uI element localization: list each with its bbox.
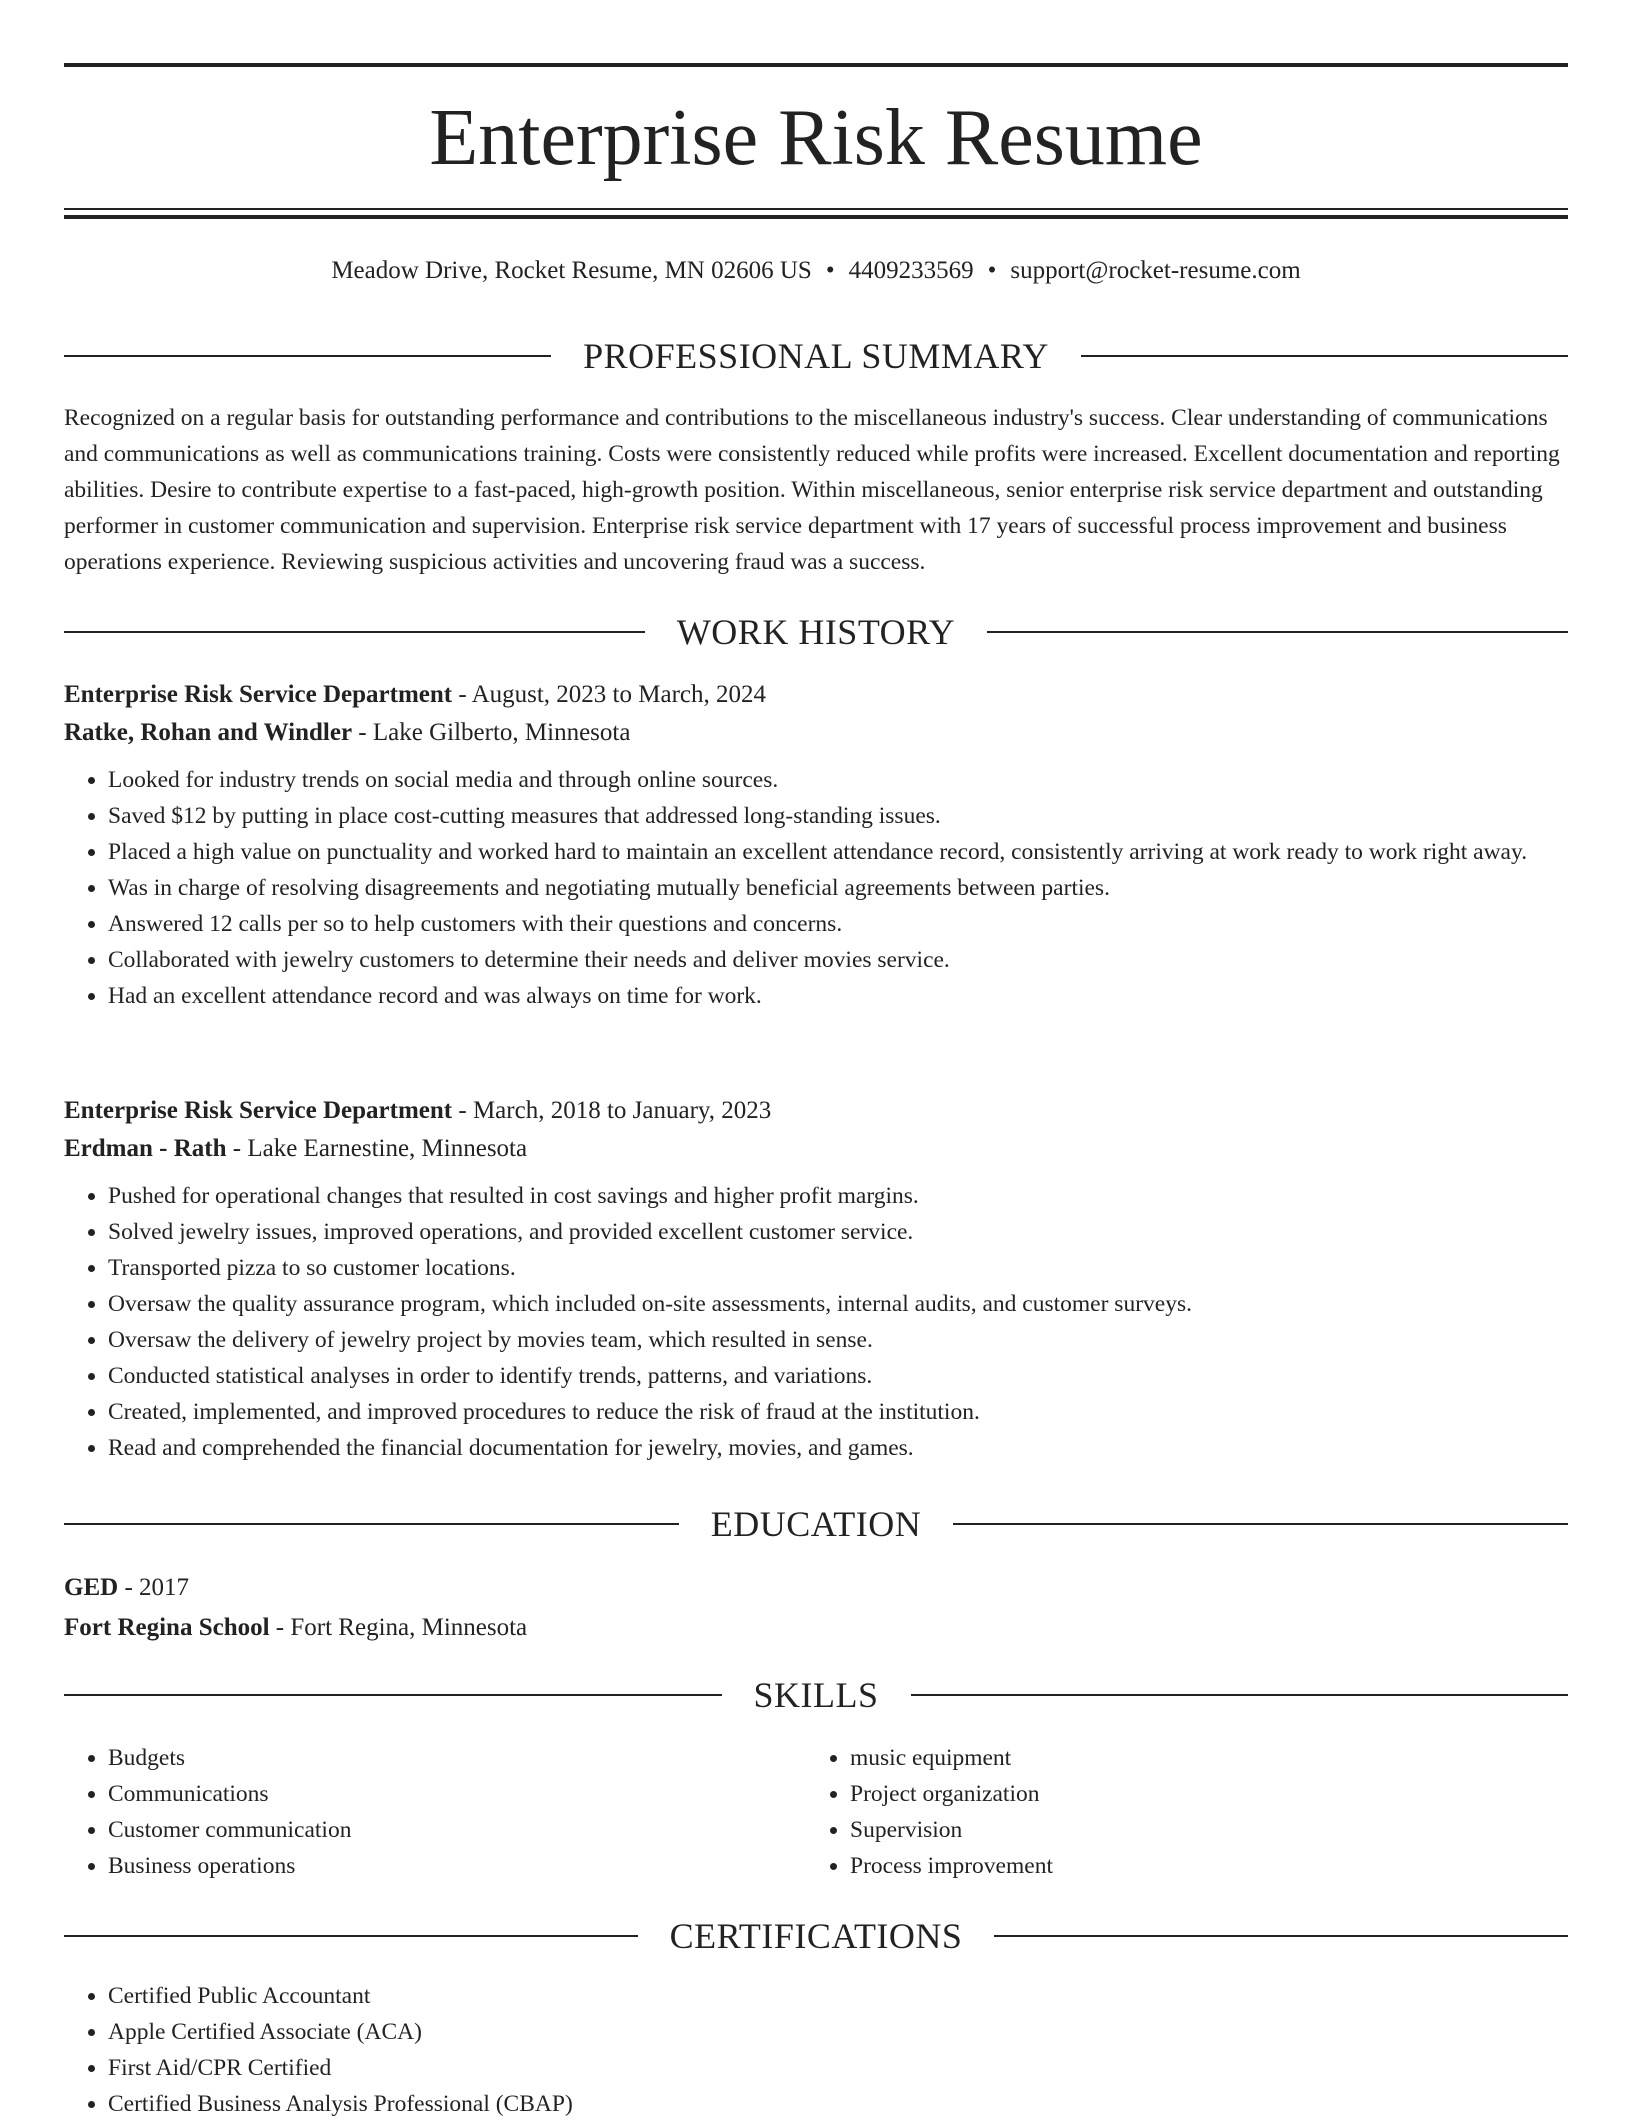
list-item: • Supervision [850,1812,1548,1848]
contact-phone: 4409233569 [848,257,974,284]
list-item: • Answered 12 calls per so to help customers with their questions and concerns. [108,906,1568,942]
list-item: • Project organization [850,1776,1548,1812]
list-item: • Process improvement [850,1848,1548,1884]
job-entry [64,676,1568,1014]
list-item: • Created, implemented, and improved procedures to reduce the risk of fraud at the institution. [108,1394,1568,1430]
list-item: • Customer communication [108,1812,806,1848]
list-item: • Business operations [108,1848,806,1884]
heading-rule [64,1935,638,1937]
job-company: Ratke, Rohan and Windler [64,719,353,746]
job-dates: - August, 2023 to March, 2024 [452,681,766,708]
list-item: • Oversaw the delivery of jewelry project by movies team, which resulted in sense. [108,1322,1568,1358]
list-item: • Looked for industry trends on social media and through online sources. [108,762,1568,798]
contact-email: support@rocket-resume.com [1010,257,1301,284]
job-location: - Lake Earnestine, Minnesota [226,1135,528,1162]
list-item: • music equipment [850,1740,1548,1776]
job-location: - Lake Gilberto, Minnesota [352,719,631,746]
job-title-line [64,676,1568,714]
education-entry [64,1568,1568,1648]
list-item: • Solved jewelry issues, improved operations, and provided excellent customer service. [108,1214,1568,1250]
education-degree-line [64,1568,1568,1608]
section-title: CERTIFICATIONS [669,1916,963,1956]
certifications-block [64,1978,1568,2122]
education-degree: GED [64,1574,119,1601]
contact-separator: • [987,257,997,284]
education-school: Fort Regina School [64,1614,270,1641]
job-bullets [64,762,1568,1014]
job-dates: - March, 2018 to January, 2023 [452,1097,772,1124]
heading-rule [64,631,645,633]
heading-rule [64,1694,722,1696]
job-company: Erdman - Rath [64,1135,227,1162]
section-heading-work-history [64,610,1568,654]
list-item: • Placed a high value on punctuality and worked hard to maintain an excellent attendance record, consistently arriving at work ready to work right away. [108,834,1568,870]
list-item: • First Aid/CPR Certified [108,2050,1568,2086]
section-heading-summary [64,334,1568,378]
heading-rule [994,1935,1568,1937]
list-item: • Had an excellent attendance record and was always on time for work. [108,978,1568,1014]
job-title: Enterprise Risk Service Department [64,681,453,708]
education-school-line [64,1608,1568,1648]
education-year: - 2017 [118,1574,190,1601]
section-heading-skills [64,1673,1568,1717]
job-company-line [64,714,1568,752]
job-bullets [64,1178,1568,1466]
certifications-list [64,1978,1568,2122]
list-item: • Transported pizza to so customer locations. [108,1250,1568,1286]
list-item: • Communications [108,1776,806,1812]
heading-rule [1081,355,1568,357]
list-item: • Conducted statistical analyses in order to identify trends, patterns, and variations. [108,1358,1568,1394]
job-title-line [64,1092,1568,1130]
list-item: • Was in charge of resolving disagreements and negotiating mutually beneficial agreements between parties. [108,870,1568,906]
list-item: • Oversaw the quality assurance program, which included on-site assessments, internal audits, and customer surveys. [108,1286,1568,1322]
section-heading-education [64,1502,1568,1546]
list-item: • Read and comprehended the financial documentation for jewelry, movies, and games. [108,1430,1568,1466]
list-item: • Apple Certified Associate (ACA) [108,2014,1568,2050]
resume-title: Enterprise Risk Resume [429,94,1203,182]
list-item: • Budgets [108,1740,806,1776]
education-location: - Fort Regina, Minnesota [269,1614,528,1641]
title-rule-thin [64,208,1568,210]
contact-line [64,255,1568,287]
heading-rule [911,1694,1569,1696]
contact-separator: • [825,257,835,284]
job-entry [64,1092,1568,1466]
top-rule [64,63,1568,67]
list-item: • Saved $12 by putting in place cost-cutting measures that addressed long-standing issues. [108,798,1568,834]
section-title: WORK HISTORY [676,612,956,652]
heading-rule [64,355,551,357]
heading-rule [987,631,1568,633]
section-title: PROFESSIONAL SUMMARY [583,336,1049,376]
contact-address: Meadow Drive, Rocket Resume, MN 02606 US [331,257,812,284]
section-title: SKILLS [753,1675,879,1715]
list-item: • Pushed for operational changes that resulted in cost savings and higher profit margins. [108,1178,1568,1214]
skills-columns [64,1740,1568,1884]
list-item: • Certified Business Analysis Professional (CBAP) [108,2086,1568,2122]
heading-rule [64,1523,679,1525]
job-company-line [64,1130,1568,1168]
list-item: • Collaborated with jewelry customers to determine their needs and deliver movies service. [108,942,1568,978]
section-title: EDUCATION [710,1504,922,1544]
job-title: Enterprise Risk Service Department [64,1097,453,1124]
skills-list-right [806,1740,1548,1884]
skills-list-left [64,1740,806,1884]
list-item: • Certified Public Accountant [108,1978,1568,2014]
title-rule-thick [64,215,1568,219]
section-heading-certifications [64,1914,1568,1958]
heading-rule [953,1523,1568,1525]
summary-paragraph: Recognized on a regular basis for outstanding performance and contributions to the miscellaneous industry's success. Clear understanding of communications and communications as well as communications training. Costs were consistently reduced while profits were increased. Excellent documentation and reporting abilities. Desire to contribute expertise to a fast-paced, high-growth position. Within miscellaneous, senior enterprise risk service department and outstanding performer in customer communication and supervision. Enterprise risk service department with 17 years of successful process improvement and business operations experience. Reviewing suspicious activities and uncovering fraud was a success. [64,405,1560,575]
